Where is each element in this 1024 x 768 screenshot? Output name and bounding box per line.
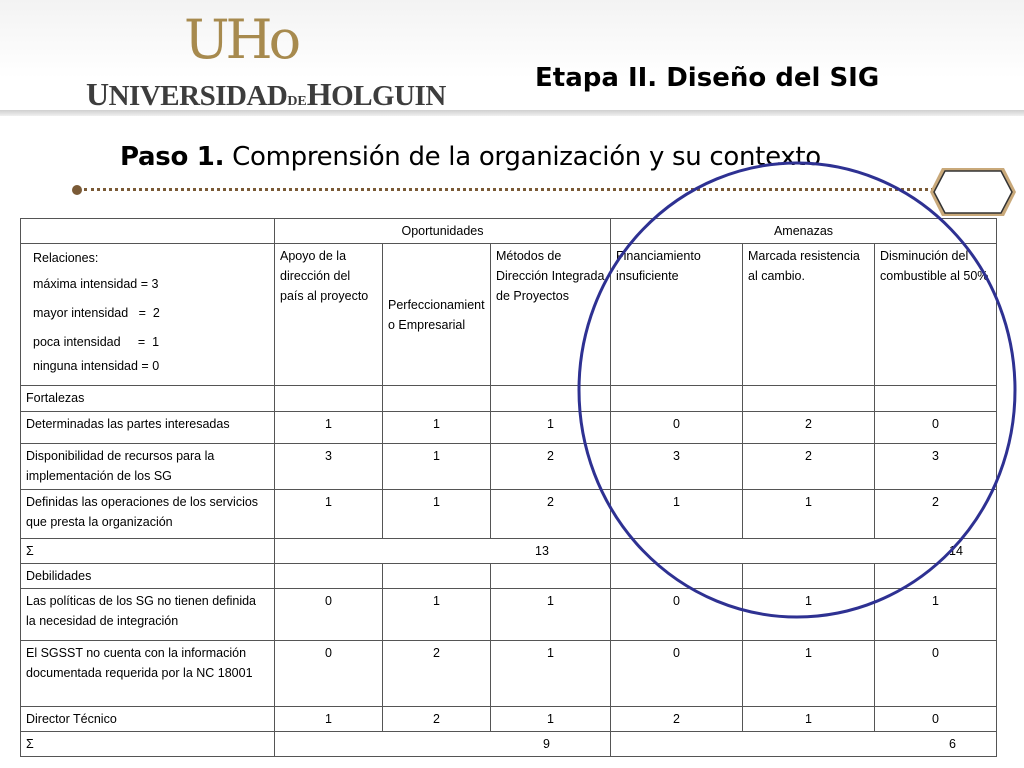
section-row-fortalezas [21, 386, 997, 412]
value-cell: 1 [743, 641, 875, 707]
row-label: El SGSST no cuenta con la información documentada requerida por la NC 18001 [21, 641, 275, 707]
logo-word-de: DE [287, 94, 307, 109]
table-header-row [21, 219, 997, 244]
section-label: Debilidades [21, 564, 275, 589]
column-labels-row [21, 244, 997, 386]
sum-oportunidades: 13 [275, 539, 611, 564]
column-label: Perfeccionamiento Empresarial [383, 244, 491, 386]
value-cell: 0 [875, 641, 997, 707]
row-label: Director Técnico [21, 707, 275, 732]
legend-line: poca intensidad = 1 [33, 335, 160, 349]
section-row-debilidades [21, 564, 997, 589]
sum-label: Σ [21, 539, 275, 564]
column-label: Métodos de Dirección Integrada de Proyectos [491, 244, 611, 386]
hexagon-icon [928, 166, 1018, 218]
section-label: Fortalezas [21, 386, 275, 412]
value-cell: 1 [275, 412, 383, 444]
value-cell: 0 [611, 412, 743, 444]
header-amenazas: Amenazas [611, 219, 997, 244]
value-cell: 1 [491, 589, 611, 641]
column-label: Financiamiento insuficiente [611, 244, 743, 386]
legend-line: mayor intensidad = 2 [33, 306, 160, 320]
value-cell: 0 [275, 589, 383, 641]
table-row [21, 444, 997, 490]
value-cell: 2 [383, 707, 491, 732]
value-cell: 2 [743, 444, 875, 490]
dotted-divider [84, 188, 940, 191]
step-title [120, 142, 821, 172]
value-cell: 2 [383, 641, 491, 707]
value-cell: 1 [275, 490, 383, 539]
value-cell: 2 [491, 490, 611, 539]
logo-letter-h: H [306, 76, 332, 112]
sum-oportunidades: 9 [275, 732, 611, 757]
legend-line: ninguna intensidad = 0 [33, 359, 160, 373]
value-cell: 1 [743, 490, 875, 539]
logo-word-1: NIVERSIDAD [108, 80, 288, 112]
legend-line: Relaciones: [33, 251, 99, 265]
legend-line: máxima intensidad = 3 [33, 277, 159, 291]
stage-title: Etapa II. Diseño del SIG [535, 63, 880, 93]
value-cell: 1 [611, 490, 743, 539]
relations-legend [21, 244, 275, 386]
value-cell: 1 [743, 589, 875, 641]
value-cell: 0 [611, 641, 743, 707]
sum-amenazas: 6 [611, 732, 997, 757]
value-cell: 1 [383, 589, 491, 641]
value-cell: 2 [491, 444, 611, 490]
table-row [21, 707, 997, 732]
value-cell: 0 [875, 412, 997, 444]
column-label: Apoyo de la dirección del país al proyecto [275, 244, 383, 386]
logo-word-2: OLGUIN [331, 80, 446, 112]
step-number: Paso 1. [120, 142, 225, 172]
logo-mark: UHo [184, 8, 298, 71]
logo-letter-u: U [86, 76, 109, 112]
value-cell: 1 [275, 707, 383, 732]
sum-label: Σ [21, 732, 275, 757]
value-cell: 1 [491, 641, 611, 707]
value-cell: 3 [275, 444, 383, 490]
value-cell: 1 [491, 707, 611, 732]
table-row [21, 490, 997, 539]
row-label: Las políticas de los SG no tienen definida la necesidad de integración [21, 589, 275, 641]
value-cell: 3 [611, 444, 743, 490]
value-cell: 3 [875, 444, 997, 490]
sum-amenazas: 14 [611, 539, 997, 564]
value-cell: 2 [743, 412, 875, 444]
value-cell: 1 [383, 412, 491, 444]
row-label: Determinadas las partes interesadas [21, 412, 275, 444]
column-label: Disminución del combustible al 50% [875, 244, 997, 386]
column-label: Marcada resistencia al cambio. [743, 244, 875, 386]
header-oportunidades: Oportunidades [275, 219, 611, 244]
logo-wordmark [86, 76, 446, 113]
value-cell: 0 [875, 707, 997, 732]
value-cell: 1 [383, 444, 491, 490]
row-label: Definidas las operaciones de los servicios que presta la organización [21, 490, 275, 539]
divider-dot [72, 185, 82, 195]
swot-matrix-table [20, 218, 997, 757]
table-row [21, 412, 997, 444]
table-row [21, 641, 997, 707]
value-cell: 2 [875, 490, 997, 539]
university-logo [86, 8, 446, 112]
sum-row-debilidades [21, 732, 997, 757]
value-cell: 1 [383, 490, 491, 539]
value-cell: 0 [275, 641, 383, 707]
row-label: Disponibilidad de recursos para la implementación de los SG [21, 444, 275, 490]
sum-row-fortalezas [21, 539, 997, 564]
value-cell: 1 [743, 707, 875, 732]
step-text: Comprensión de la organización y su contexto [224, 142, 821, 172]
value-cell: 2 [611, 707, 743, 732]
empty-corner-cell [21, 219, 275, 244]
value-cell: 1 [491, 412, 611, 444]
value-cell: 0 [611, 589, 743, 641]
table-row [21, 589, 997, 641]
value-cell: 1 [875, 589, 997, 641]
